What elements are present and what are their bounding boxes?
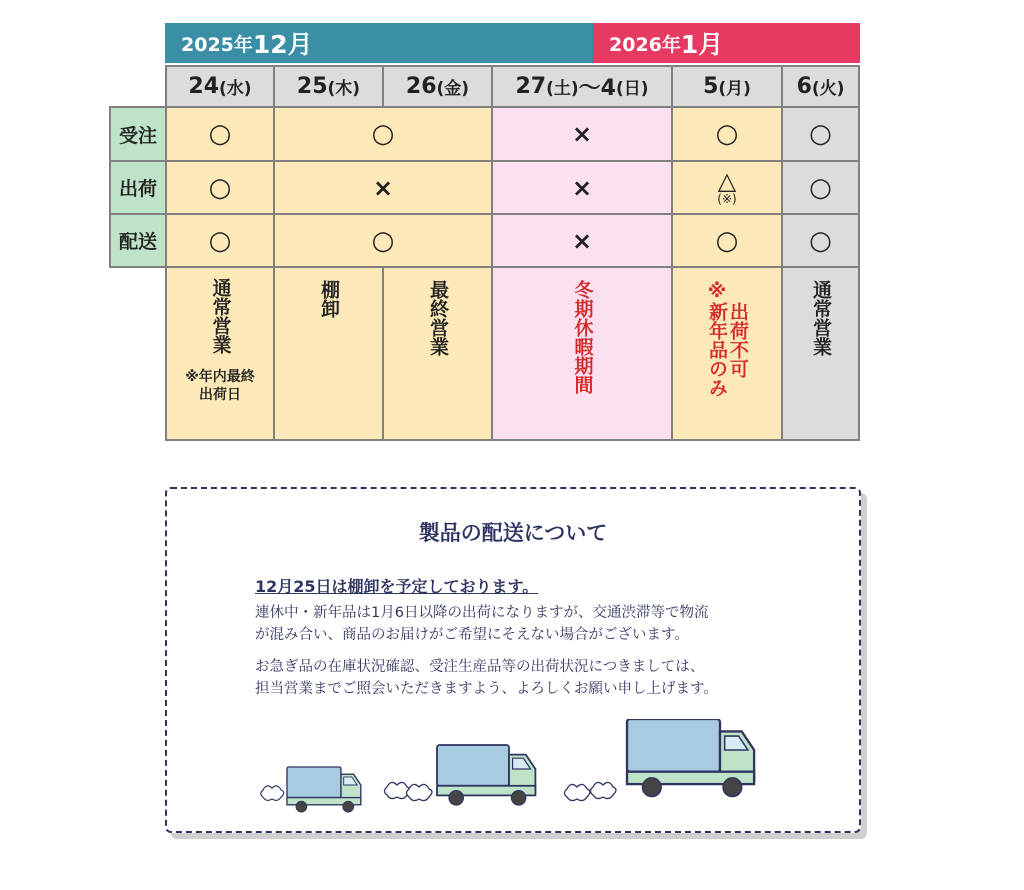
ship-cell-25-26 (273, 160, 493, 215)
available-symbol: ○ (809, 172, 832, 203)
available-symbol: ○ (208, 119, 232, 149)
note-cell-26 (382, 266, 493, 441)
day-header-6: 6 (火) (781, 65, 860, 108)
note-cell-5 (671, 266, 783, 441)
note-winter-holiday: 冬期休暇期間 (571, 280, 594, 394)
available-symbol: ○ (809, 119, 832, 149)
dust-cloud-icon (407, 784, 433, 800)
info-paragraph-2: お急ぎ品の在庫状況確認、受注生産品等の出荷状況につきましては、 担当営業までご照会いただきますよう、よろしくお願い申し上げます。 (255, 659, 718, 698)
info-heading: 12月25日は棚卸を予定しております。 (255, 577, 539, 596)
delivery-cell-25-26 (273, 213, 493, 268)
medium-truck-icon (437, 745, 535, 805)
dust-cloud-icon (261, 786, 284, 801)
order-cell-24 (165, 106, 275, 162)
available-symbol: ○ (208, 225, 232, 256)
delivery-info-box (165, 487, 861, 833)
note-cell-24 (165, 266, 275, 441)
available-symbol: ○ (809, 225, 832, 256)
unavailable-symbol: × (571, 226, 593, 255)
month-year: 2026年 (609, 33, 681, 56)
month-label: 12月 (252, 30, 313, 59)
dust-cloud-icon (565, 784, 591, 800)
available-symbol: ○ (715, 119, 739, 149)
ship-cell-5 (671, 160, 783, 215)
day-header-27-4: 27 (土) ～4 (日) (491, 65, 673, 108)
note-normal-business: 通常営業 (209, 278, 232, 354)
day-header-5: 5 (月) (671, 65, 783, 108)
note-new-product-line2: 出荷不可 (726, 302, 749, 378)
ship-note-mark: (※) (717, 191, 737, 206)
month-header-december (165, 23, 593, 63)
row-label-ship: 出荷 (109, 160, 167, 215)
ship-cell-holiday (491, 160, 673, 215)
available-symbol: ○ (371, 119, 395, 149)
available-symbol: ○ (715, 225, 739, 256)
note-normal-business: 通常営業 (809, 280, 832, 356)
row-label-delivery: 配送 (109, 213, 167, 268)
dust-cloud-icon (385, 782, 411, 798)
day-header-25: 25 (木) (273, 65, 384, 108)
note-inventory: 棚卸 (317, 280, 340, 318)
month-label: 1月 (680, 30, 724, 59)
ship-cell-6 (781, 160, 860, 215)
small-truck-icon (287, 767, 361, 812)
ship-cell-24 (165, 160, 275, 215)
order-cell-holiday (491, 106, 673, 162)
order-cell-25-26 (273, 106, 493, 162)
order-cell-5 (671, 106, 783, 162)
note-final-business: 最終営業 (426, 280, 449, 356)
unavailable-symbol: × (372, 173, 394, 202)
info-paragraph-1: 連休中・新年品は1月6日以降の出荷になりますが、交通渋滞等で物流 が混み合い、商品のお届けがご希望にそえない場合がございます。 (255, 605, 709, 644)
note-new-product-line1: ※新年品のみ (706, 280, 728, 397)
note-cell-holiday (491, 266, 673, 441)
unavailable-symbol: × (571, 120, 593, 148)
delivery-cell-6 (781, 213, 860, 268)
note-last-shipping: ※年内最終 出荷日 (185, 369, 255, 404)
order-cell-6 (781, 106, 860, 162)
month-year: 2025年 (181, 33, 253, 56)
partial-symbol: △ (717, 166, 737, 195)
available-symbol: ○ (208, 172, 232, 203)
delivery-cell-holiday (491, 213, 673, 268)
day-header-24: 24 (水) (165, 65, 275, 108)
note-cell-25 (273, 266, 384, 441)
dust-cloud-icon (591, 782, 617, 798)
info-title: 製品の配送について (418, 521, 608, 545)
large-truck-icon (627, 719, 754, 797)
unavailable-symbol: × (571, 173, 593, 202)
delivery-cell-5 (671, 213, 783, 268)
day-header-26: 26 (金) (382, 65, 493, 108)
note-cell-6 (781, 266, 860, 441)
truck-illustration (257, 719, 777, 819)
available-symbol: ○ (371, 225, 395, 256)
delivery-cell-24 (165, 213, 275, 268)
month-header-january (593, 23, 860, 63)
row-label-order: 受注 (109, 106, 167, 162)
